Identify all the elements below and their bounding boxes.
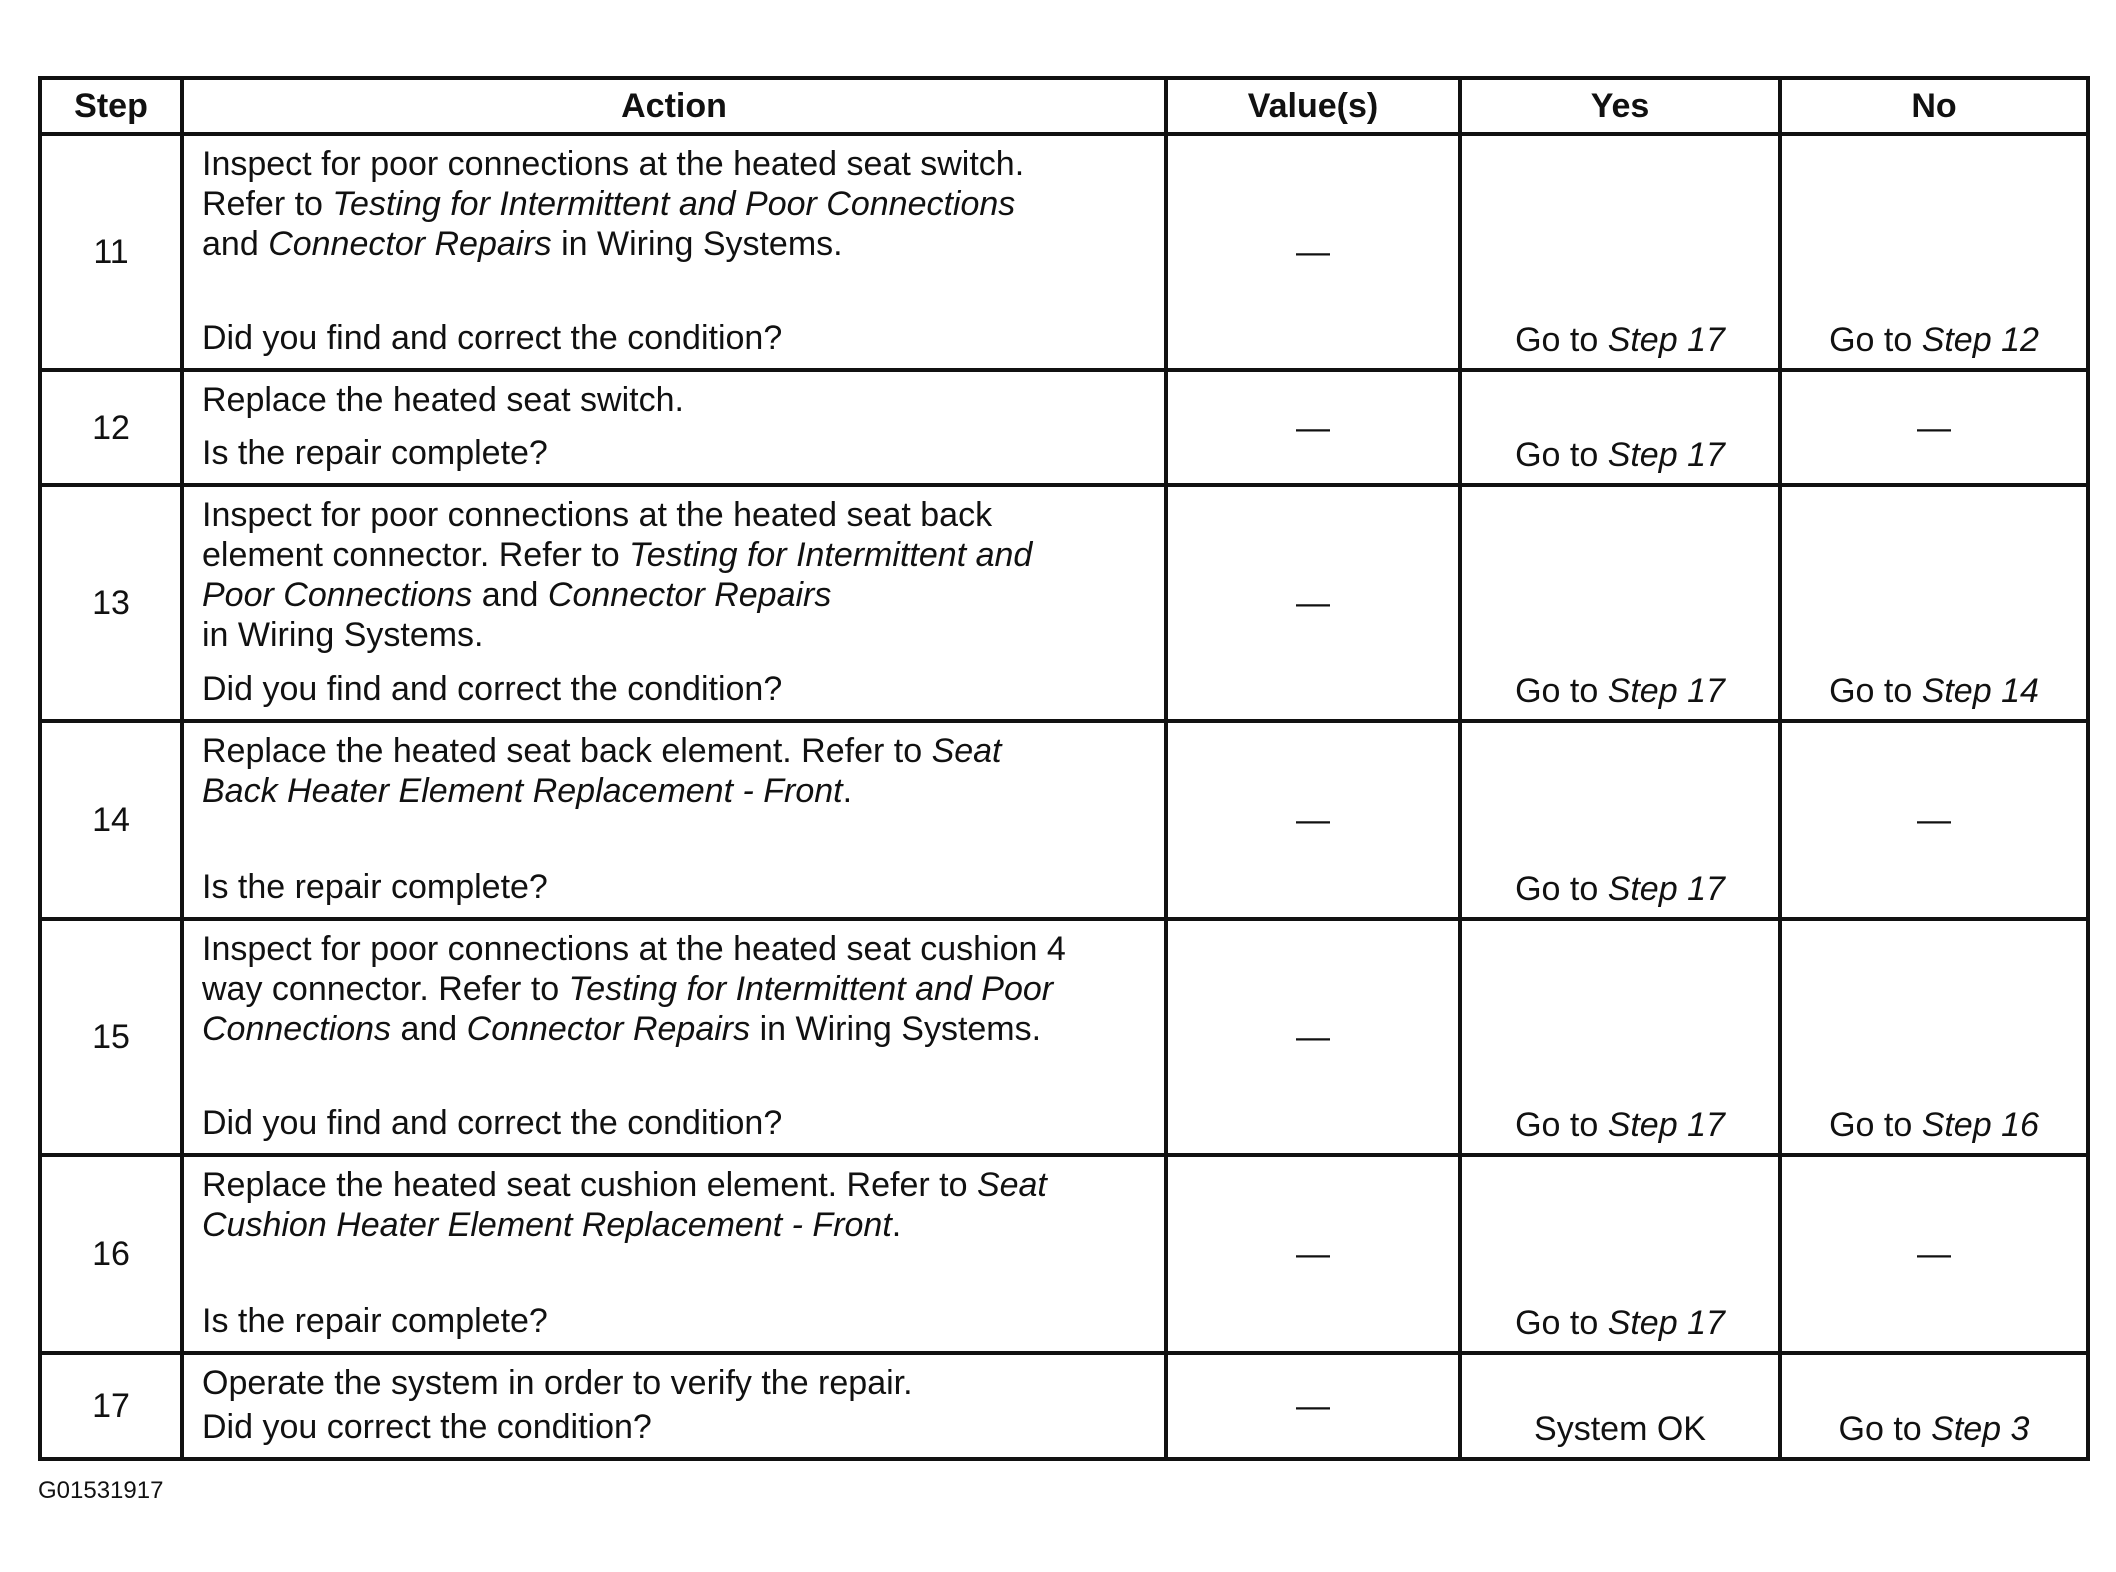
yes-outcome <box>1460 485 1780 721</box>
step-reference: Step 17 <box>1607 870 1725 908</box>
header-row <box>40 78 2088 134</box>
action-text-segment: and <box>391 1010 467 1048</box>
action-text <box>202 380 1150 420</box>
action-text-segment: Replace the heated seat cushion element. Refer to <box>202 1166 977 1204</box>
action-text-segment: and <box>202 225 269 263</box>
reference-link-text: Testing for Intermittent and Poor Connections <box>332 185 1016 223</box>
action-text-segment: Inspect for poor connections at the heated seat cushion 4 <box>202 930 1066 968</box>
value-cell: — <box>1166 485 1460 721</box>
action-text-segment: Refer to <box>202 185 333 223</box>
action-question: Is the repair complete? <box>202 434 548 472</box>
step-reference: Step 17 <box>1607 436 1725 474</box>
no-outcome <box>1780 134 2088 370</box>
step-reference: Step 17 <box>1607 1304 1725 1342</box>
no-outcome <box>1780 485 2088 721</box>
action-text-segment: Inspect for poor connections at the heated seat back <box>202 496 993 534</box>
action-text-segment: Replace the heated seat back element. Refer to <box>202 732 932 770</box>
action-text-segment: in Wiring Systems. <box>750 1010 1042 1048</box>
table-body <box>40 134 2088 1459</box>
step-reference: Step 17 <box>1607 321 1725 359</box>
goto-prefix: Go to <box>1829 672 1922 710</box>
table-row <box>40 721 2088 919</box>
figure-id: G01531917 <box>38 1477 164 1504</box>
reference-link-text: Testing for Intermittent and Poor <box>568 970 1054 1008</box>
goto-prefix: Go to <box>1838 1410 1932 1448</box>
no-outcome <box>1780 1353 2088 1459</box>
yes-outcome <box>1460 721 1780 919</box>
header-values: Value(s) <box>1166 78 1460 134</box>
action-text <box>202 1363 1150 1403</box>
goto-prefix: Go to <box>1515 870 1608 908</box>
reference-link-text: Poor Connections <box>202 576 473 614</box>
action-text <box>202 495 1150 655</box>
goto-prefix: Go to <box>1515 1304 1608 1342</box>
step-number: 14 <box>40 721 182 919</box>
no-dash: — <box>1780 370 2088 485</box>
reference-link-text: Connector Repairs <box>268 225 552 263</box>
action-question: Is the repair complete? <box>202 1302 548 1340</box>
goto-prefix: Go to <box>1515 436 1608 474</box>
action-text-segment: and <box>472 576 548 614</box>
action-text-segment: element connector. Refer to <box>202 536 630 574</box>
action-text-segment: in Wiring Systems. <box>202 616 484 654</box>
step-number: 13 <box>40 485 182 721</box>
goto-prefix: Go to <box>1515 321 1608 359</box>
action-text-segment: Operate the system in order to verify the repair. <box>202 1364 913 1402</box>
table-row <box>40 1353 2088 1459</box>
action-text-segment: . <box>891 1206 902 1244</box>
step-reference: Step 17 <box>1607 672 1725 710</box>
action-cell <box>182 485 1166 721</box>
action-cell <box>182 1155 1166 1353</box>
step-number: 16 <box>40 1155 182 1353</box>
reference-link-text: Testing for Intermittent and <box>629 536 1033 574</box>
no-outcome <box>1780 919 2088 1155</box>
header-step: Step <box>40 78 182 134</box>
goto-prefix: Go to <box>1515 672 1608 710</box>
step-reference: Step 17 <box>1607 1106 1725 1144</box>
value-cell: — <box>1166 919 1460 1155</box>
diagnostic-table <box>38 76 2090 1461</box>
header-yes: Yes <box>1460 78 1780 134</box>
action-question: Did you find and correct the condition? <box>202 670 783 708</box>
action-text-segment: in Wiring Systems. <box>551 225 843 263</box>
yes-outcome <box>1460 919 1780 1155</box>
action-question: Is the repair complete? <box>202 868 548 906</box>
yes-outcome <box>1460 1155 1780 1353</box>
action-text <box>202 144 1150 264</box>
reference-link-text: Seat <box>931 732 1002 770</box>
reference-link-text: Connector Repairs <box>547 576 832 614</box>
table-row <box>40 134 2088 370</box>
reference-link-text: Seat <box>976 1166 1047 1204</box>
header-action: Action <box>182 78 1166 134</box>
action-cell <box>182 134 1166 370</box>
step-number: 11 <box>40 134 182 370</box>
no-dash: — <box>1780 721 2088 919</box>
step-number: 12 <box>40 370 182 485</box>
value-cell: — <box>1166 370 1460 485</box>
yes-outcome: System OK <box>1460 1353 1780 1459</box>
no-dash: — <box>1780 1155 2088 1353</box>
action-text <box>202 731 1150 811</box>
value-cell: — <box>1166 1155 1460 1353</box>
goto-prefix: Go to <box>1829 321 1922 359</box>
value-cell: — <box>1166 1353 1460 1459</box>
step-number: 15 <box>40 919 182 1155</box>
step-number: 17 <box>40 1353 182 1459</box>
action-cell <box>182 721 1166 919</box>
header-no: No <box>1780 78 2088 134</box>
step-reference: Step 14 <box>1921 672 2039 710</box>
step-reference: Step 16 <box>1921 1106 2039 1144</box>
action-question: Did you find and correct the condition? <box>202 1104 783 1142</box>
reference-link-text: Cushion Heater Element Replacement - Front <box>202 1206 892 1244</box>
table-row <box>40 485 2088 721</box>
goto-prefix: Go to <box>1515 1106 1608 1144</box>
reference-link-text: Connector Repairs <box>466 1010 751 1048</box>
action-text <box>202 1165 1150 1245</box>
action-text-segment: Replace the heated seat switch. <box>202 381 684 419</box>
table-row <box>40 919 2088 1155</box>
goto-prefix: Go to <box>1829 1106 1922 1144</box>
value-cell: — <box>1166 721 1460 919</box>
yes-outcome <box>1460 370 1780 485</box>
reference-link-text: Back Heater Element Replacement - Front <box>202 772 843 810</box>
action-question: Did you find and correct the condition? <box>202 319 783 357</box>
action-text-segment: Inspect for poor connections at the heated seat switch. <box>202 145 1025 183</box>
value-cell: — <box>1166 134 1460 370</box>
step-reference: Step 12 <box>1921 321 2039 359</box>
action-question: Did you correct the condition? <box>202 1408 652 1446</box>
table-row <box>40 1155 2088 1353</box>
reference-link-text: Connections <box>202 1010 392 1048</box>
yes-outcome <box>1460 134 1780 370</box>
action-cell <box>182 919 1166 1155</box>
step-reference: Step 3 <box>1931 1410 2030 1448</box>
action-text <box>202 929 1150 1049</box>
action-text-segment: . <box>842 772 853 810</box>
action-cell <box>182 1353 1166 1459</box>
action-cell <box>182 370 1166 485</box>
action-text-segment: way connector. Refer to <box>202 970 569 1008</box>
table-row <box>40 370 2088 485</box>
